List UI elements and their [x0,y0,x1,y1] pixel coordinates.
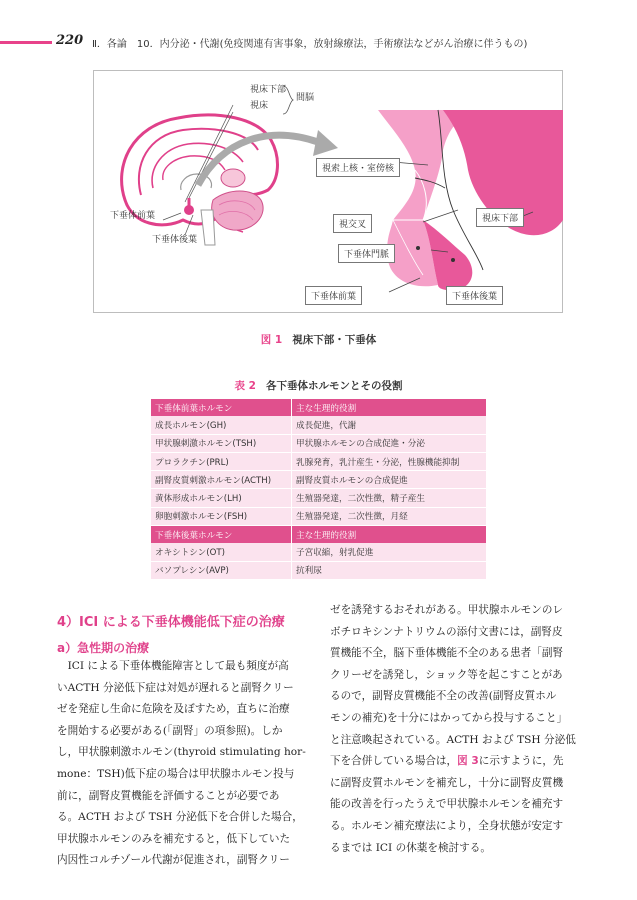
role-cell: 成長促進，代謝 [292,416,487,434]
header-cell: 下垂体前葉ホルモン [151,399,292,416]
hormone-cell: 卵胞刺激ホルモン(FSH) [151,507,292,525]
right-column-text [330,600,576,859]
label-hypothalamus-right: 視床下部 [476,208,524,227]
header-cell: 主な生理的役割 [292,526,487,544]
table-caption [0,378,637,393]
label-posterior-pituitary-right: 下垂体後葉 [446,286,503,305]
label-optic-chiasm: 視交叉 [333,214,372,233]
figure-number: 図 1 [260,334,283,346]
text-line: る。ACTH および TSH 分泌低下を合併した場合， [57,811,303,824]
table-row [151,471,486,489]
text-line: いACTH 分泌低下症は対処が遅れると副腎クリー [57,681,294,694]
text-line: ゼを誘発するおそれがある。甲状腺ホルモンのレ [330,604,564,616]
text-line: るので，副腎皮質機能不全の改善(副腎皮質ホル [330,690,557,703]
text-line: 甲状腺ホルモンのみを補充すると，低下していた [57,832,291,845]
table-row [151,561,486,579]
text-line: 内因性コルチゾール代謝が促進され，副腎クリー [57,854,290,867]
figure-caption [0,332,637,347]
text-line: 前に，副腎皮質機能を評価することが必要であ [57,789,280,802]
label-portal-vein: 下垂体門脈 [338,244,395,263]
header-accent-line [0,41,52,44]
text-line [330,751,576,773]
table-row [151,489,486,507]
label-thalamus: 視床 [250,101,269,111]
table-header-anterior [151,399,486,416]
page-number: 220 [56,33,84,48]
table-row [151,507,486,525]
table-row [151,416,486,434]
role-cell: 甲状腺ホルモンの合成促進・分泌 [292,434,487,452]
text-line: る。ホルモン補充療法により，全身状態が安定す [330,819,564,832]
hormone-cell: プロラクチン(PRL) [151,452,292,470]
hormone-cell: オキシトシン(OT) [151,543,292,561]
figure-3-reference-link[interactable]: 図 3 [457,755,479,768]
running-title: Ⅱ．各論 10．内分泌・代謝(免疫関連有害事象，放射線療法，手術療法などがん治療に伴うもの) [92,39,528,50]
text-line: mone：TSH)低下症の場合は甲状腺ホルモン投与 [57,767,295,780]
hormone-cell: 成長ホルモン(GH) [151,416,292,434]
table-row [151,543,486,561]
subsection-title: a）急性期の治療 [57,641,150,655]
text-line: ICI による下垂体機能障害として最も頻度が高 [57,660,289,672]
text-line: るまでは ICI の休薬を検討する。 [330,841,491,854]
text-line: モンの補充)を十分にはかってから投与すること」 [330,711,568,724]
label-posterior-pituitary-left: 下垂体後葉 [152,235,198,245]
text-line: ゼを発症し生命に危険を及ぼすため，直ちに治療 [57,703,290,716]
text-line: に副腎皮質ホルモンを補充し，十分に副腎皮質機 [330,776,564,789]
text-line: ボチロキシンナトリウムの添付文書には，副腎皮 [330,625,563,638]
text-line: 能の改善を行ったうえで甲状腺ホルモンを補充す [330,798,564,811]
header-cell: 主な生理的役割 [292,399,487,416]
role-cell: 子宮収縮，射乳促進 [292,543,487,561]
label-anterior-pituitary-left: 下垂体前葉 [110,211,156,221]
text-line: を開始する必要がある(「副腎」の項参照)。しか [57,724,283,737]
text-line: と注意喚起されている。ACTH および TSH 分泌低 [330,733,576,746]
label-supraoptic-paraventricular-nuclei: 視索上核・室傍核 [316,158,400,177]
hormone-cell: バソプレシン(AVP) [151,561,292,579]
table-caption-text: 各下垂体ホルモンとその役割 [265,380,403,392]
table-number: 表 2 [234,380,256,392]
hormone-cell: 黄体形成ホルモン(LH) [151,489,292,507]
figure-caption-text: 視床下部・下垂体 [292,334,377,346]
section-title: 4）ICI による下垂体機能低下症の治療 [57,615,285,630]
hormone-cell: 甲状腺刺激ホルモン(TSH) [151,434,292,452]
role-cell: 抗利尿 [292,561,487,579]
text-line: し，甲状腺刺激ホルモン(thyroid stimulating hor- [57,746,306,759]
header-cell: 下垂体後葉ホルモン [151,526,292,544]
label-anterior-pituitary-right: 下垂体前葉 [305,286,362,305]
table-header-posterior [151,526,486,544]
text-line: クリーゼを誘発し，ショック等を起こすことがあ [330,668,563,681]
role-cell: 副腎皮質ホルモンの合成促進 [292,471,487,489]
role-cell: 生殖器発達，二次性徴，精子産生 [292,489,487,507]
label-hypothalamus: 視床下部 [250,85,287,95]
role-cell: 乳腺発育，乳汁産生・分泌，性腺機能抑制 [292,452,487,470]
text-line: 質機能不全，脳下垂体機能不全のある患者「副腎 [330,647,564,660]
table-row [151,434,486,452]
left-column-text [57,656,306,872]
label-diencephalon: 間脳 [296,93,315,103]
hormone-cell: 副腎皮質刺激ホルモン(ACTH) [151,471,292,489]
text-fragment: 下を合併している場合は， [330,755,458,768]
text-fragment: に示すように，先 [478,755,564,768]
pituitary-hormone-table [151,399,486,580]
role-cell: 生殖器発達，二次性徴，月経 [292,507,487,525]
hypothalamus-pituitary-illustration [93,70,563,313]
table-row [151,452,486,470]
pituitary-enlarged-icon [378,110,563,292]
